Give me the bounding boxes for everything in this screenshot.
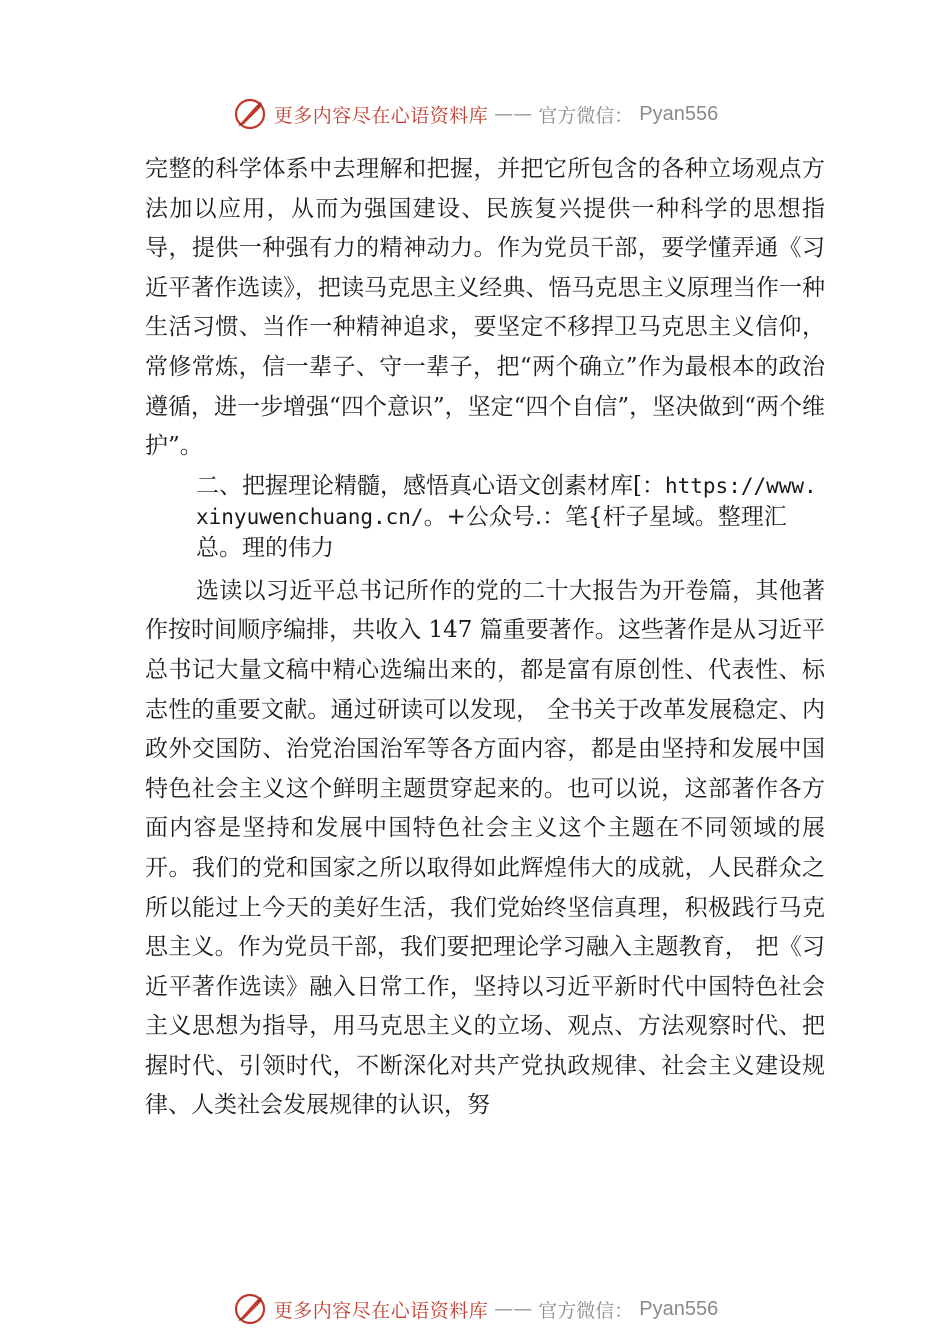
quill-pen-logo-icon <box>232 96 268 132</box>
quill-pen-logo-icon <box>232 1291 268 1327</box>
watermark-wechat-id: Pyan556 <box>639 102 719 125</box>
section-heading <box>196 471 825 564</box>
footer-watermark <box>0 1289 950 1329</box>
section-heading-suffix: 。+公众号.：笔{杆子星域。整理汇总。理的伟力 <box>196 503 787 561</box>
section-heading-url: https://www.xinyuwenchuang.cn/ <box>196 473 817 529</box>
section-heading-prefix: 二、把握理论精髓，感悟真心语文创素材库[： <box>196 472 665 499</box>
watermark-separator: —— <box>494 1298 533 1320</box>
watermark-wechat-label: 官方微信： <box>538 104 634 127</box>
header-watermark <box>0 94 950 134</box>
document-body <box>145 150 825 1126</box>
paragraph-2: 选读以习近平总书记所作的党的二十大报告为开卷篇，其他著作按时间顺序编排，共收入 147 篇重要著作。这些著作是从习近平总书记大量文稿中精心选编出来的，都是富有原创性、代表性、标志性的重要文献。通过研读可以发现， 全书关于改革发展稳定、内政外交国防、治党治国治军等各方面内容，都是由坚持和发展中国特色社会主义这个鲜明主题贯穿起来的。也可以说，这部著作各方面内容是坚持和发展中国特色社会主义这个主题在不同领域的展开。我们的党和国家之所以取得如此辉煌伟大的成就，人民群众之所以能过上今天的美好生活，我们党始终坚信真理，积极践行马克思主义。作为党员干部，我们要把理论学习融入主题教育， 把《习近平著作选读》融入日常工作，坚持以习近平新时代中国特色社会主义思想为指导，用马克思主义的立场、观点、方法观察时代、把握时代、引领时代，不断深化对共产党执政规律、社会主义建设规律、人类社会发展规律的认识，努 <box>145 577 825 1119</box>
watermark-separator: —— <box>494 103 533 125</box>
watermark-brand: 更多内容尽在心语资料库 <box>273 1299 489 1322</box>
paragraph-1: 完整的科学体系中去理解和把握，并把它所包含的各种立场观点方法加以应用，从而为强国建设、民族复兴提供一种科学的思想指导，提供一种强有力的精神动力。作为党员干部，要学懂弄通《习近平著作选读》，把读马克思主义经典、悟马克思主义原理当作一种生活习惯、当作一种精神追求，要坚定不移捍卫马克思主义信仰，常修常炼，信一辈子、守一辈子，把“两个确立”作为最根本的政治遵循，进一步增强“四个意识”，坚定“四个自信”，坚决做到“两个维护”。 <box>145 156 825 460</box>
watermark-wechat-label: 官方微信： <box>538 1299 634 1322</box>
watermark-brand: 更多内容尽在心语资料库 <box>273 104 489 127</box>
watermark-wechat-id: Pyan556 <box>639 1297 719 1320</box>
